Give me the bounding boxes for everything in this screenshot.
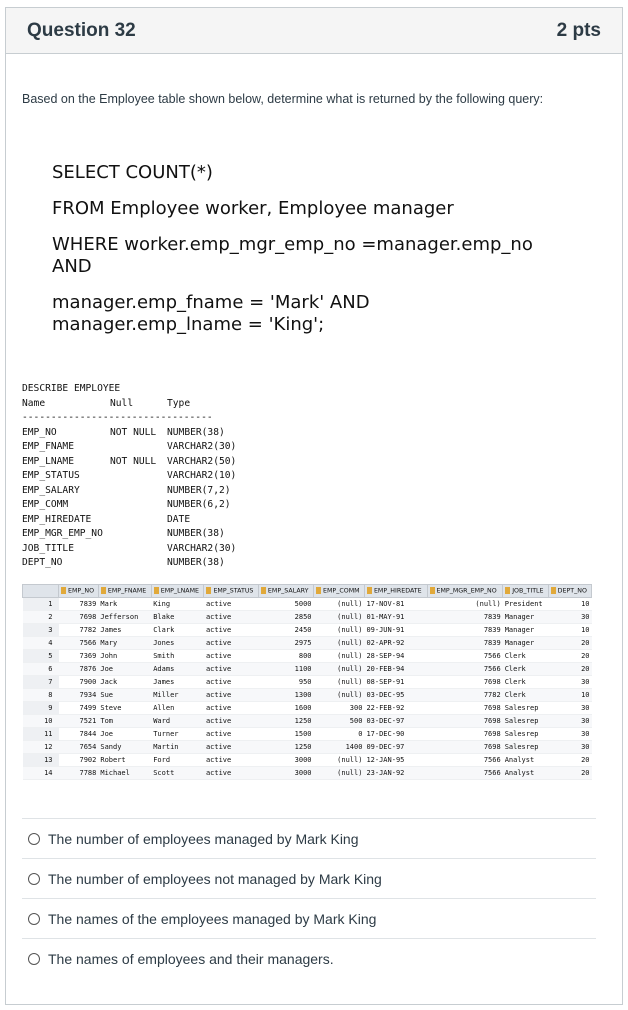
column-header-emp-mgr-emp-no[interactable] (427, 585, 503, 598)
table-cell: 10 (548, 689, 591, 702)
table-cell: 1300 (258, 689, 313, 702)
answer-choice-1[interactable] (22, 818, 596, 858)
table-cell: 08-SEP-91 (364, 676, 427, 689)
separator-segment: -------- (97, 412, 144, 423)
table-cell: Smith (151, 650, 204, 663)
describe-header-null: Null (110, 397, 134, 409)
describe-column-name: EMP_LNAME (22, 455, 74, 467)
describe-header-type: Type (167, 397, 191, 409)
describe-title (22, 382, 277, 397)
answer-label: The names of employees and their managers. (48, 950, 334, 967)
table-cell: 20 (548, 637, 591, 650)
table-cell: active (204, 754, 258, 767)
table-cell: 01-MAY-91 (364, 611, 427, 624)
sort-icon (61, 587, 66, 594)
query-line: FROM Employee worker, Employee manager (52, 198, 454, 219)
column-header-label: EMP_FNAME (107, 587, 147, 595)
table-cell: active (204, 598, 258, 611)
table-cell: Manager (503, 624, 548, 637)
row-number: 10 (23, 715, 59, 728)
table-cell: Sue (98, 689, 151, 702)
table-cell: Robert (98, 754, 151, 767)
table-row[interactable] (23, 741, 592, 754)
describe-column-name: EMP_FNAME (22, 441, 74, 452)
radio-button[interactable] (28, 953, 40, 965)
grid-header-row (23, 585, 592, 598)
question-points: 2 pts (556, 19, 601, 41)
table-row[interactable] (23, 754, 592, 767)
answer-label: The number of employees not managed by Mark King (48, 870, 382, 887)
describe-type: NUMBER(38) (167, 557, 225, 568)
table-cell: 7876 (59, 663, 99, 676)
table-cell: 1250 (258, 715, 313, 728)
table-cell: Tom (98, 715, 151, 728)
describe-row (22, 542, 277, 557)
describe-row (22, 484, 277, 499)
describe-column-name: EMP_SALARY (22, 484, 80, 496)
table-cell: 03-DEC-95 (364, 689, 427, 702)
table-cell: Clark (151, 624, 204, 637)
table-cell: Michael (98, 767, 151, 780)
column-header-label: EMP_NO (68, 587, 95, 595)
table-cell: 0 (314, 728, 365, 741)
table-cell: 3000 (258, 767, 313, 780)
table-cell: James (151, 676, 204, 689)
describe-null (110, 527, 167, 542)
employee-data-grid (22, 584, 592, 780)
describe-row (22, 469, 277, 484)
table-cell: Salesrep (503, 702, 548, 715)
table-cell: 10 (548, 624, 591, 637)
table-cell: 2450 (258, 624, 313, 637)
table-cell: 7844 (59, 728, 99, 741)
describe-row (22, 527, 277, 542)
table-cell: 7566 (59, 637, 99, 650)
table-cell: (null) (314, 767, 365, 780)
describe-column-name: EMP_NO (22, 426, 57, 438)
table-cell: Miller (151, 689, 204, 702)
table-cell: 7782 (427, 689, 503, 702)
describe-null (110, 513, 167, 528)
table-row[interactable] (23, 611, 592, 624)
table-cell: 7839 (427, 611, 503, 624)
table-cell: Martin (151, 741, 204, 754)
table-cell: Ford (151, 754, 204, 767)
table-cell: (null) (314, 637, 365, 650)
table-cell: 1500 (258, 728, 313, 741)
describe-row (22, 556, 277, 571)
table-cell: Mark (98, 598, 151, 611)
table-cell: active (204, 715, 258, 728)
answer-choice-2[interactable] (22, 858, 596, 898)
table-cell: 09-DEC-97 (364, 741, 427, 754)
table-cell: Jones (151, 637, 204, 650)
table-cell: 7934 (59, 689, 99, 702)
sort-icon (154, 587, 159, 594)
table-cell: 22-FEB-92 (364, 702, 427, 715)
table-cell: Clerk (503, 663, 548, 676)
column-header-label: EMP_STATUS (213, 587, 254, 595)
table-cell: 10 (548, 598, 591, 611)
table-cell: Clerk (503, 650, 548, 663)
table-cell: President (503, 598, 548, 611)
table-row[interactable] (23, 650, 592, 663)
sort-icon (206, 587, 211, 594)
row-number: 8 (23, 689, 59, 702)
table-cell: (null) (314, 754, 365, 767)
describe-row (22, 455, 277, 470)
grid-corner (23, 585, 59, 598)
describe-null (110, 498, 167, 513)
table-cell: active (204, 676, 258, 689)
question-prompt: Based on the Employee table shown below, determine what is returned by the following query: (22, 92, 544, 106)
column-header-job-title[interactable] (503, 585, 548, 598)
table-cell: Jefferson (98, 611, 151, 624)
table-cell: 7654 (59, 741, 99, 754)
table-cell: 800 (258, 650, 313, 663)
table-row[interactable] (23, 676, 592, 689)
table-cell: active (204, 637, 258, 650)
table-cell: James (98, 624, 151, 637)
column-header-dept-no[interactable] (548, 585, 591, 598)
column-header-emp-comm[interactable] (314, 585, 365, 598)
describe-separator (22, 411, 277, 426)
column-header-label: EMP_COMM (323, 587, 360, 595)
answer-choice-4[interactable] (22, 938, 596, 978)
table-cell: Blake (151, 611, 204, 624)
table-cell: 7499 (59, 702, 99, 715)
query-line: manager.emp_fname = 'Mark' AND (52, 292, 370, 313)
table-row[interactable] (23, 663, 592, 676)
question-header (6, 8, 622, 54)
table-cell: Sandy (98, 741, 151, 754)
table-cell: 7698 (427, 728, 503, 741)
table-cell: 7782 (59, 624, 99, 637)
table-cell: Manager (503, 637, 548, 650)
row-number: 3 (23, 624, 59, 637)
table-cell: 20 (548, 650, 591, 663)
column-header-label: EMP_SALARY (267, 587, 309, 595)
answer-label: The names of the employees managed by Mark King (48, 910, 377, 927)
table-cell: 30 (548, 741, 591, 754)
table-cell: (null) (314, 689, 365, 702)
sort-icon (367, 587, 372, 594)
row-number: 13 (23, 754, 59, 767)
table-cell: 17-DEC-90 (364, 728, 427, 741)
describe-type: VARCHAR2(10) (167, 470, 237, 481)
table-cell: 3000 (258, 754, 313, 767)
table-cell: (null) (314, 611, 365, 624)
table-cell: 7839 (427, 637, 503, 650)
table-cell: 500 (314, 715, 365, 728)
table-cell: 5000 (258, 598, 313, 611)
table-cell: Manager (503, 611, 548, 624)
table-row[interactable] (23, 728, 592, 741)
table-cell: Joe (98, 663, 151, 676)
table-cell: 1250 (258, 741, 313, 754)
table-cell: 7698 (427, 741, 503, 754)
describe-type: NUMBER(6,2) (167, 499, 231, 510)
describe-null (110, 542, 167, 557)
table-cell: Clerk (503, 689, 548, 702)
row-number: 11 (23, 728, 59, 741)
radio-button[interactable] (28, 873, 40, 885)
table-cell: 30 (548, 702, 591, 715)
query-line: manager.emp_lname = 'King'; (52, 314, 325, 335)
describe-header-name: Name (22, 397, 46, 409)
table-cell: 30 (548, 715, 591, 728)
table-cell: Analyst (503, 754, 548, 767)
column-header-emp-salary[interactable] (258, 585, 313, 598)
describe-column-name: EMP_COMM (22, 499, 69, 510)
table-cell: active (204, 611, 258, 624)
describe-null (110, 440, 167, 455)
table-cell: 20 (548, 663, 591, 676)
table-cell: Clerk (503, 676, 548, 689)
describe-column-name: DEPT_NO (22, 557, 63, 568)
describe-null: NOT NULL (110, 455, 157, 467)
answer-choices (22, 818, 596, 978)
table-cell: 7902 (59, 754, 99, 767)
describe-row (22, 513, 277, 528)
table-cell: 30 (548, 676, 591, 689)
describe-column-name: EMP_HIREDATE (22, 513, 92, 525)
table-cell: 7369 (59, 650, 99, 663)
table-cell: 30 (548, 728, 591, 741)
table-cell: 20-FEB-94 (364, 663, 427, 676)
table-cell: 7698 (59, 611, 99, 624)
table-row[interactable] (23, 624, 592, 637)
table-cell: Adams (151, 663, 204, 676)
table-row[interactable] (23, 702, 592, 715)
table-cell: 7521 (59, 715, 99, 728)
describe-type: NUMBER(38) (167, 426, 225, 438)
column-header-label: EMP_LNAME (160, 587, 200, 595)
table-cell: 30 (548, 611, 591, 624)
describe-rows (22, 426, 277, 571)
table-row[interactable] (23, 715, 592, 728)
describe-title-text: DESCRIBE EMPLOYEE (22, 383, 121, 394)
describe-type: NUMBER(7,2) (167, 484, 231, 496)
table-cell: 7698 (427, 676, 503, 689)
table-cell: 09-JUN-91 (364, 624, 427, 637)
row-number: 12 (23, 741, 59, 754)
table-cell: 2975 (258, 637, 313, 650)
table-cell: 7566 (427, 663, 503, 676)
table-cell: 7566 (427, 650, 503, 663)
table-cell: Salesrep (503, 715, 548, 728)
table-cell: 20 (548, 754, 591, 767)
column-header-emp-fname[interactable] (98, 585, 151, 598)
column-header-emp-no[interactable] (59, 585, 99, 598)
table-cell: 7839 (59, 598, 99, 611)
row-number: 2 (23, 611, 59, 624)
describe-output (22, 382, 277, 571)
table-cell: 7698 (427, 702, 503, 715)
table-cell: 02-APR-92 (364, 637, 427, 650)
table-cell: Turner (151, 728, 204, 741)
table-cell: (null) (314, 624, 365, 637)
radio-button[interactable] (28, 913, 40, 925)
describe-row (22, 440, 277, 455)
describe-column-name: JOB_TITLE (22, 542, 74, 554)
column-header-emp-lname[interactable] (151, 585, 204, 598)
table-cell: 1100 (258, 663, 313, 676)
describe-column-name: EMP_MGR_EMP_NO (22, 528, 103, 539)
describe-null: NOT NULL (110, 426, 157, 438)
table-cell: 28-SEP-94 (364, 650, 427, 663)
table-row[interactable] (23, 689, 592, 702)
row-number: 1 (23, 598, 59, 611)
table-cell: Salesrep (503, 728, 548, 741)
table-row[interactable] (23, 637, 592, 650)
table-cell: 03-DEC-97 (364, 715, 427, 728)
describe-type: VARCHAR2(30) (167, 441, 237, 452)
describe-row (22, 426, 277, 441)
table-cell: Steve (98, 702, 151, 715)
table-row[interactable] (23, 598, 592, 611)
table-cell: Scott (151, 767, 204, 780)
row-number: 4 (23, 637, 59, 650)
describe-type: NUMBER(38) (167, 528, 225, 539)
table-cell: Joe (98, 728, 151, 741)
table-row[interactable] (23, 767, 592, 780)
table-cell: 7566 (427, 754, 503, 767)
separator-segment: ------------ (143, 412, 213, 423)
answer-label: The number of employees managed by Mark King (48, 830, 359, 847)
table-cell: active (204, 728, 258, 741)
question-title: Question 32 (27, 19, 136, 41)
table-cell: active (204, 650, 258, 663)
table-cell: active (204, 767, 258, 780)
row-number: 5 (23, 650, 59, 663)
table-cell: active (204, 689, 258, 702)
sort-icon (551, 587, 556, 594)
table-cell: 1400 (314, 741, 365, 754)
column-header-emp-status[interactable] (204, 585, 258, 598)
table-cell: active (204, 663, 258, 676)
sort-icon (316, 587, 321, 594)
describe-column-name: EMP_STATUS (22, 470, 80, 481)
table-cell: Allen (151, 702, 204, 715)
describe-row (22, 498, 277, 513)
table-cell: active (204, 702, 258, 715)
sort-icon (261, 587, 266, 594)
table-cell: (null) (427, 598, 503, 611)
table-cell: Analyst (503, 767, 548, 780)
table-cell: King (151, 598, 204, 611)
table-cell: (null) (314, 676, 365, 689)
grid-body (23, 598, 592, 780)
table-cell: (null) (314, 663, 365, 676)
sort-icon (430, 587, 435, 594)
column-header-label: EMP_HIREDATE (373, 587, 422, 595)
sort-icon (505, 587, 510, 594)
row-number: 9 (23, 702, 59, 715)
describe-header-row (22, 397, 277, 412)
sort-icon (101, 587, 106, 594)
row-number: 14 (23, 767, 59, 780)
table-cell: John (98, 650, 151, 663)
describe-null (110, 469, 167, 484)
table-cell: 300 (314, 702, 365, 715)
table-cell: 17-NOV-81 (364, 598, 427, 611)
row-number: 7 (23, 676, 59, 689)
table-cell: 7900 (59, 676, 99, 689)
table-cell: Mary (98, 637, 151, 650)
table-cell: 950 (258, 676, 313, 689)
column-header-label: DEPT_NO (557, 587, 587, 595)
table-cell: 20 (548, 767, 591, 780)
table-cell: (null) (314, 598, 365, 611)
table-cell: 2850 (258, 611, 313, 624)
radio-button[interactable] (28, 833, 40, 845)
table-cell: 7698 (427, 715, 503, 728)
separator-segment: ------------- (22, 412, 98, 423)
table-cell: 23-JAN-92 (364, 767, 427, 780)
column-header-emp-hiredate[interactable] (364, 585, 427, 598)
table-cell: active (204, 741, 258, 754)
table-cell: 7839 (427, 624, 503, 637)
sql-query (52, 162, 612, 336)
table-cell: 7566 (427, 767, 503, 780)
table-cell: 12-JAN-95 (364, 754, 427, 767)
describe-type: DATE (167, 513, 191, 525)
describe-null (110, 484, 167, 499)
table-cell: Salesrep (503, 741, 548, 754)
answer-choice-3[interactable] (22, 898, 596, 938)
table-cell: active (204, 624, 258, 637)
column-header-label: EMP_MGR_EMP_NO (436, 587, 497, 595)
table-cell: 7788 (59, 767, 99, 780)
table-cell: Ward (151, 715, 204, 728)
table-cell: (null) (314, 650, 365, 663)
table-cell: 1600 (258, 702, 313, 715)
row-number: 6 (23, 663, 59, 676)
describe-type: VARCHAR2(30) (167, 542, 237, 554)
describe-null (110, 556, 167, 571)
query-line: WHERE worker.emp_mgr_emp_no =manager.emp_no (52, 234, 533, 255)
table-cell: Jack (98, 676, 151, 689)
column-header-label: JOB_TITLE (512, 587, 544, 595)
describe-type: VARCHAR2(50) (167, 455, 237, 467)
query-line: SELECT COUNT(*) (52, 162, 213, 183)
query-line: AND (52, 256, 92, 277)
